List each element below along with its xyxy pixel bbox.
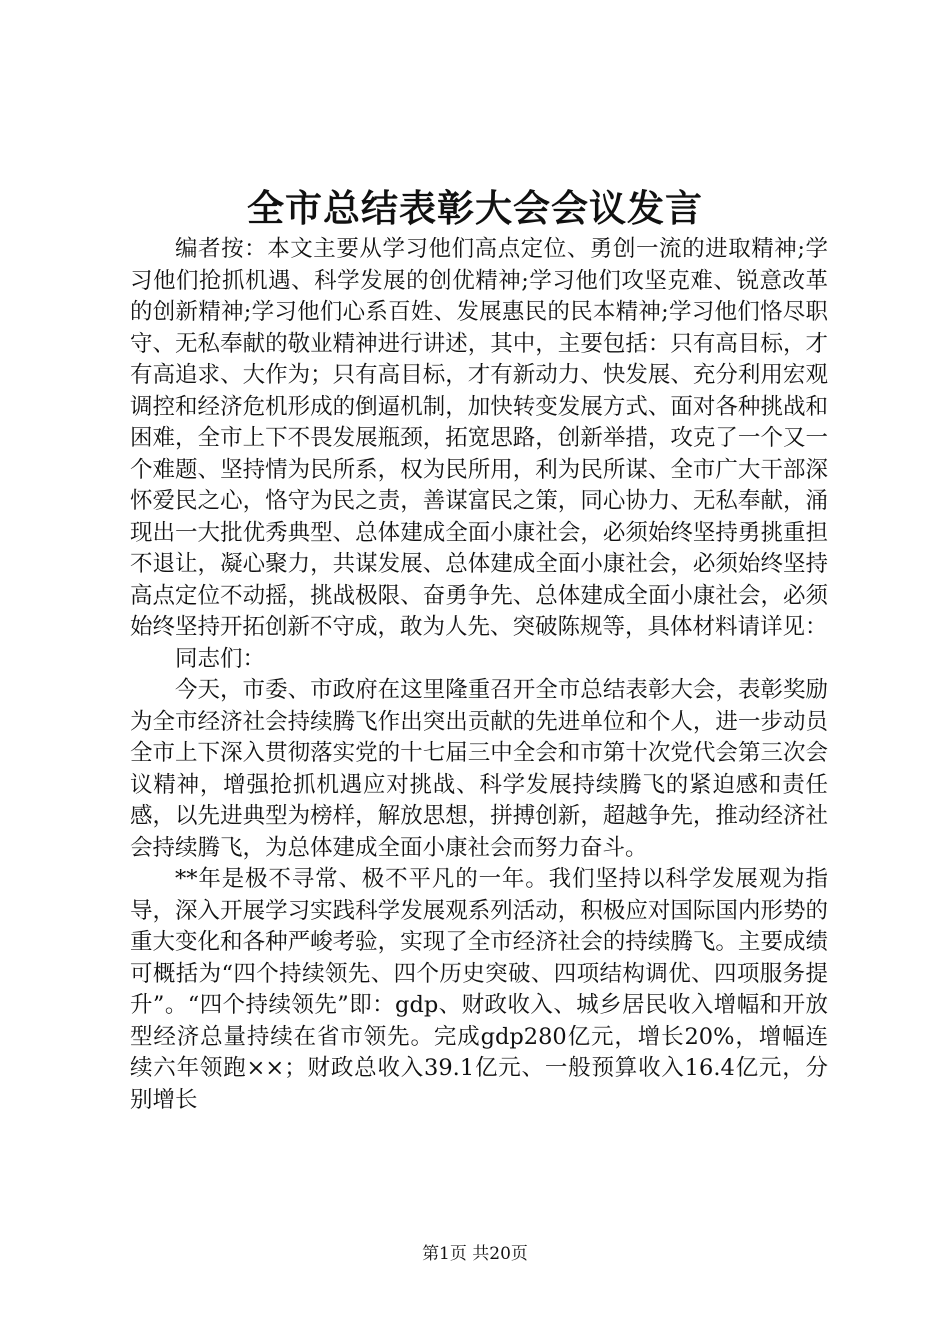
salutation-paragraph: 同志们： — [175, 645, 266, 672]
document-body — [130, 234, 828, 1116]
opening-paragraph: 今天，市委、市政府在这里隆重召开全市总结表彰大会，表彰奖励为全市经济社会持续腾飞作出突出贡献的先进单位和个人，进一步动员全市上下深入贯彻落实党的十七届三中全会和市第十次党代会第三次会议精神，增强抢抓机遇应对挑战、科学发展持续腾飞的紧迫感和责任感，以先进典型为榜样，解放思想，拼搏创新，超越争先，推动经济社会持续腾飞，为总体建成全面小康社会而努力奋斗。 — [130, 677, 828, 861]
achievements-paragraph: **年是极不寻常、极不平凡的一年。我们坚持以科学发展观为指导，深入开展学习实践科学发展观系列活动，积极应对国际国内形势的重大变化和各种严峻考验，实现了全市经济社会的持续腾飞。主要成绩可概括为“四个持续领先、四个历史突破、四项结构调优、四项服务提升”。“四个持续领先”即：gdp、财政收入、城乡居民收入增幅和开放型经济总量持续在省市领先。完成gdp280亿元，增长20%，增幅连续六年领跑××；财政总收入39.1亿元、一般预算收入16.4亿元，分别增长 — [130, 866, 828, 1113]
editor-note-paragraph: 编者按：本文主要从学习他们高点定位、勇创一流的进取精神;学习他们抢抓机遇、科学发展的创优精神;学习他们攻坚克难、锐意改革的创新精神;学习他们心系百姓、发展惠民的民本精神;学习他们恪尽职守、无私奉献的敬业精神进行讲述，其中，主要包括：只有高目标，才有高追求、大作为；只有高目标，才有新动力、快发展、充分利用宏观调控和经济危机形成的倒逼机制，加快转变发展方式、面对各种挑战和困难，全市上下不畏发展瓶颈，拓宽思路，创新举措，攻克了一个又一个难题、坚持情为民所系，权为民所用，利为民所谋、全市广大干部深怀爱民之心，恪守为民之责，善谋富民之策，同心协力、无私奉献，涌现出一大批优秀典型、总体建成全面小康社会，必须始终坚持勇挑重担不退让，凝心聚力，共谋发展、总体建成全面小康社会，必须始终坚持高点定位不动摇，挑战极限、奋勇争先、总体建成全面小康社会，必须始终坚持开拓创新不守成，敢为人先、突破陈规等，具体材料请详见： — [130, 236, 828, 640]
document-title: 全市总结表彰大会会议发言 — [247, 186, 703, 230]
page-number-footer: 第1页 共20页 — [422, 1244, 528, 1264]
